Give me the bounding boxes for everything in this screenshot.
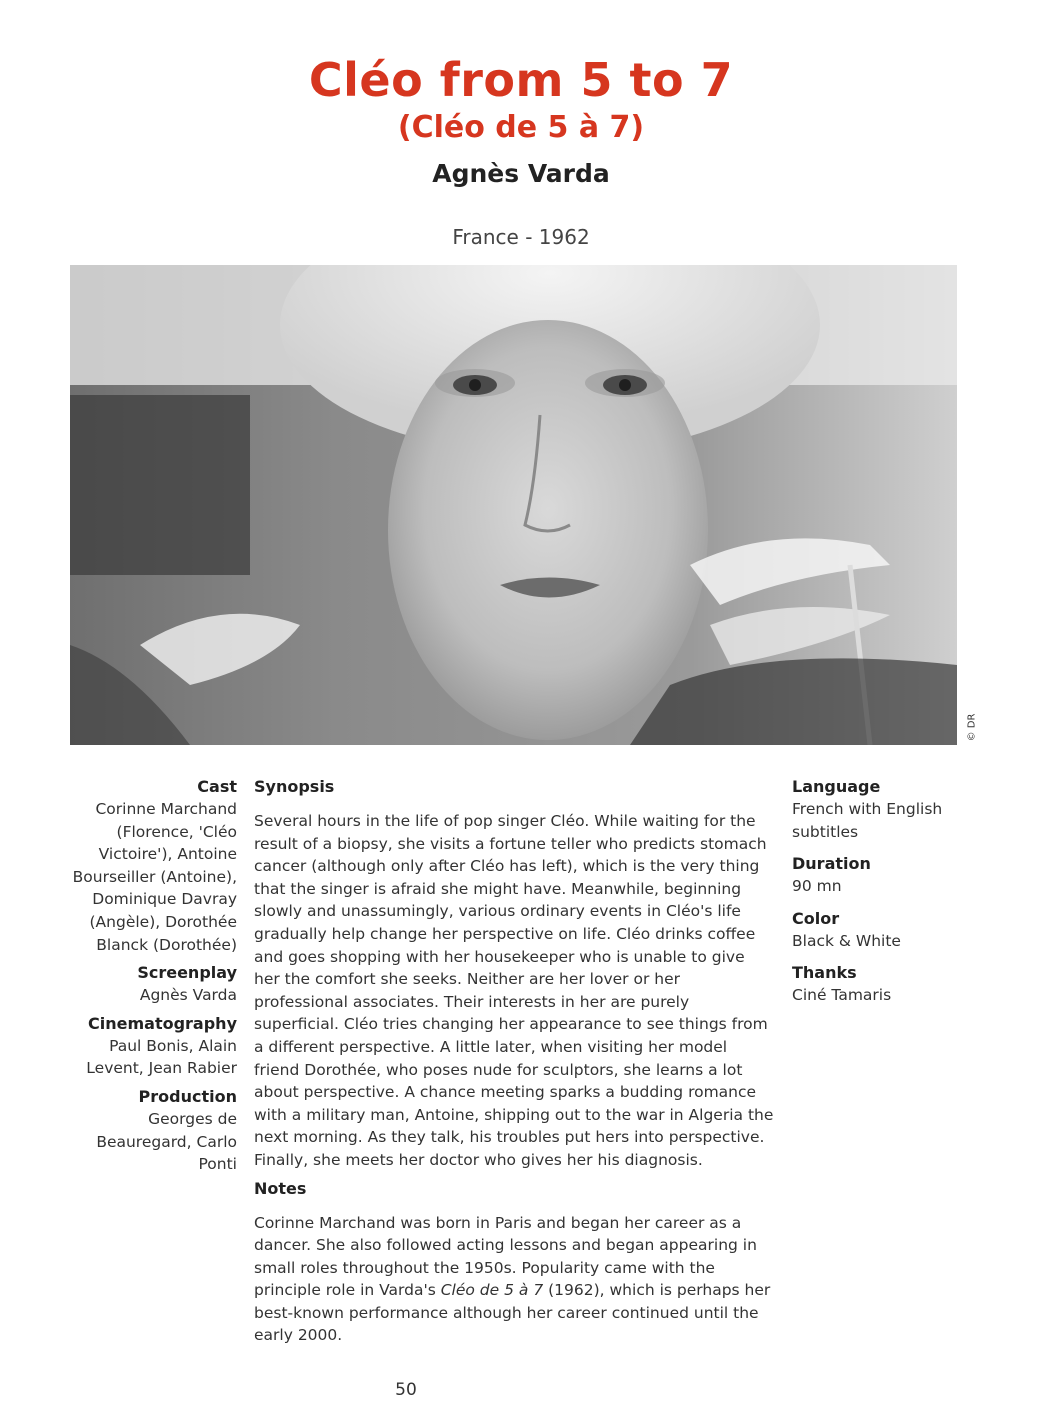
- film-title: Cléo from 5 to 7: [308, 53, 734, 107]
- synopsis-heading: Synopsis: [254, 777, 335, 796]
- screenplay-heading: Screenplay: [137, 963, 237, 983]
- credits-column: [60, 776, 237, 1176]
- cast-heading: Cast: [197, 777, 237, 796]
- notes-text-after: (1962), which is perhaps her best-known performance although her career continued until the early 2000.: [254, 1281, 771, 1345]
- production-text: Georges de Beauregard, Carlo Ponti: [96, 1109, 237, 1174]
- language-text: French with English subtitles: [792, 800, 943, 841]
- photo-credit: © DR: [966, 713, 978, 742]
- notes-heading: Notes: [254, 1178, 307, 1198]
- country-year: France - 1962: [452, 225, 590, 249]
- notes-text: [254, 1212, 774, 1348]
- thanks-text: Ciné Tamaris: [792, 986, 892, 1005]
- director-name: Agnès Varda: [432, 159, 610, 188]
- synopsis-text: Several hours in the life of pop singer Cléo. While waiting for the result of a biopsy, she visits a fortune teller who predicts stomach cancer (although only after Cléo has left), which is the very thing that the singer is afraid she might have. Meanwhile, beginning slowly and unassumingly, various ordinary events in Cléo's life gradually help change her perspective on life. Cléo drinks coffee and goes shopping with her housekeeper who is unable to give her the comfort she seeks. Neither are her lover or her professional associates. Their interests in her are purely superficial. Cléo tries changing her appearance to see things from a different perspective. A little later, when visiting her model friend Dorothée, who poses nude for sculptors, she learns a lot about perspective. A chance meeting sparks a budding romance with a military man, Antoine, shipping out to the war in Algeria the next morning. As they talk, his troubles put hers into perspective. Finally, she meets her doctor who gives her his diagnosis.: [254, 812, 774, 1169]
- details-column: [792, 776, 972, 1007]
- duration-heading: Duration: [792, 854, 871, 874]
- thanks-heading: Thanks: [792, 963, 857, 983]
- production-heading: Production: [138, 1086, 237, 1106]
- cinematography-heading: Cinematography: [88, 1013, 237, 1033]
- synopsis-column: [254, 776, 774, 1347]
- color-text: Black & White: [792, 931, 901, 950]
- page-number: 50: [395, 1380, 417, 1400]
- screenplay-text: Agnès Varda: [139, 986, 237, 1005]
- cinematography-text: Paul Bonis, Alain Levent, Jean Rabier: [86, 1036, 237, 1078]
- language-heading: Language: [792, 777, 881, 796]
- duration-text: 90 mn: [792, 877, 842, 896]
- original-title: (Cléo de 5 à 7): [397, 110, 645, 145]
- notes-italic-title: Cléo de 5 à 7: [440, 1281, 544, 1300]
- cast-text: Corinne Marchand (Florence, 'Cléo Victoire'), Antoine Bourseiller (Antoine), Dominique Davray (Angèle), Dorothée Blanck (Dorothée): [72, 800, 237, 954]
- notes-text-before: Corinne Marchand was born in Paris and began her career as a dancer. She also followed acting lessons and began appearing in small roles throughout the 1950s. Popularity came with the principle role in Varda's: [254, 1213, 757, 1300]
- film-still-photo: [70, 265, 957, 745]
- color-heading: Color: [792, 908, 840, 928]
